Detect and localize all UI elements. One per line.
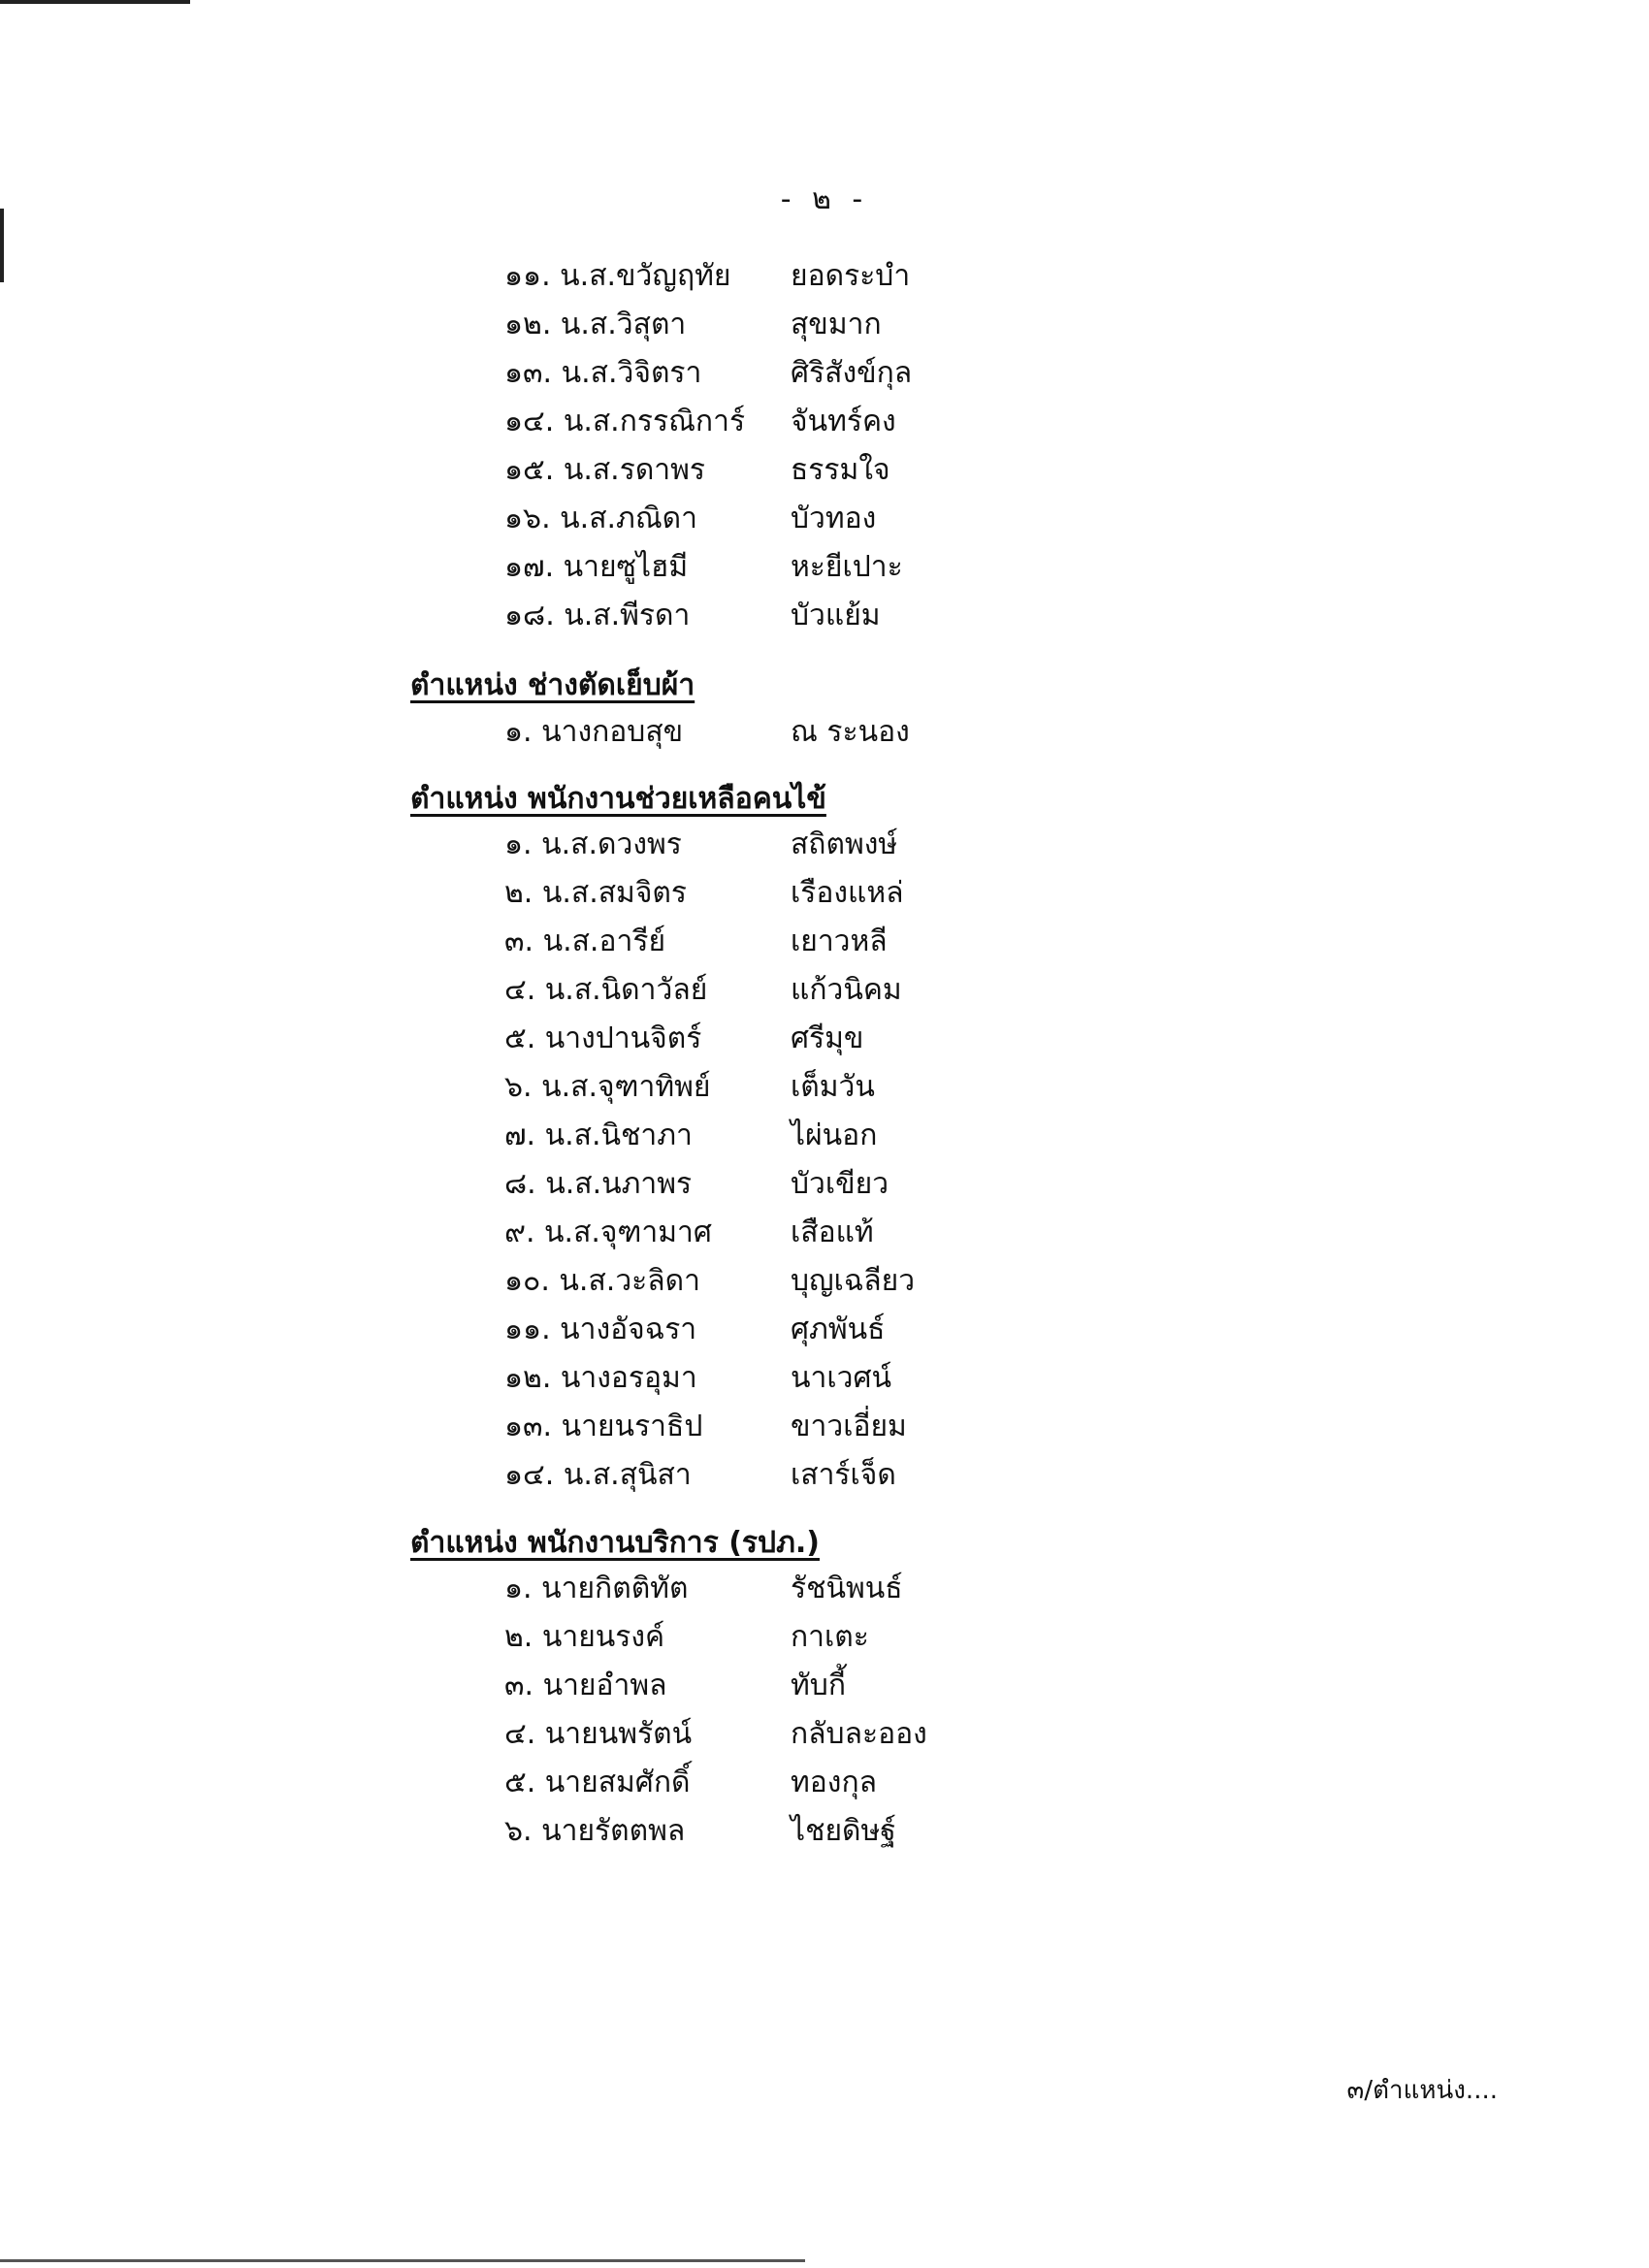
entry-name: ๑๐. น.ส.วะลิดา: [504, 1264, 700, 1298]
scan-mark-top: [0, 0, 190, 4]
entry-name: ๑๗. นายซูไฮมี: [504, 550, 689, 584]
entry-name: ๑๕. น.ส.รดาพร: [504, 453, 706, 487]
entry-name: ๖. น.ส.จุฑาทิพย์: [504, 1070, 711, 1104]
entry-surname: ทับกี้: [791, 1669, 846, 1702]
scan-mark-bottom: [0, 2259, 805, 2262]
entry-name: ๘. น.ส.นภาพร: [504, 1167, 693, 1201]
entry-name: ๑๑. นางอัจฉรา: [504, 1312, 697, 1346]
section-heading-patient-aide: ตำแหน่ง พนักงานช่วยเหลือคนไข้: [410, 782, 826, 816]
entry-name: ๙. น.ส.จุฑามาศ: [504, 1215, 712, 1249]
entry-name: ๒. น.ส.สมจิตร: [504, 876, 687, 910]
entry-surname: ณ ระนอง: [791, 715, 910, 749]
entry-name: ๑๓. น.ส.วิจิตรา: [504, 356, 702, 390]
entry-surname: ไชยดิษฐ์: [791, 1814, 896, 1848]
entry-name: ๑๘. น.ส.พีรดา: [504, 599, 691, 632]
entry-surname: เยาวหลี: [791, 924, 888, 958]
entry-name: ๔. น.ส.นิดาวัลย์: [504, 973, 708, 1007]
entry-name: ๓. น.ส.อารีย์: [504, 924, 666, 958]
entry-name: ๑๑. น.ส.ขวัญฤทัย: [504, 259, 731, 293]
entry-name: ๗. น.ส.นิชาภา: [504, 1118, 693, 1152]
entry-name: ๑. น.ส.ดวงพร: [504, 827, 682, 861]
entry-surname: บุญเฉลียว: [791, 1264, 916, 1298]
entry-name: ๑. นายกิตติทัต: [504, 1571, 689, 1605]
entry-name: ๑๒. น.ส.วิสุตา: [504, 308, 687, 341]
entry-surname: เสาร์เจ็ด: [791, 1458, 896, 1492]
entry-name: ๕. นางปานจิตร์: [504, 1021, 702, 1055]
entry-surname: ทองกุล: [791, 1766, 877, 1799]
entry-name: ๑๔. น.ส.สุนิสา: [504, 1458, 692, 1492]
entry-name: ๔. นายนพรัตน์: [504, 1717, 693, 1751]
entry-surname: ธรรมใจ: [791, 453, 890, 487]
entry-surname: ศิริสังข์กุล: [791, 356, 913, 390]
entry-surname: รัชนิพนธ์: [791, 1571, 903, 1605]
entry-name: ๑. นางกอบสุข: [504, 715, 684, 749]
entry-surname: แก้วนิคม: [791, 973, 902, 1007]
section-heading-tailor: ตำแหน่ง ช่างตัดเย็บผ้า: [410, 668, 695, 702]
entry-surname: กลับละออง: [791, 1717, 927, 1751]
entry-surname: ขาวเอี่ยม: [791, 1409, 907, 1443]
entry-surname: ศรีมุข: [791, 1021, 864, 1055]
entry-name: ๒. นายนรงค์: [504, 1620, 665, 1654]
entry-surname: บัวเขียว: [791, 1167, 889, 1201]
entry-surname: กาเตะ: [791, 1620, 869, 1654]
entry-name: ๑๖. น.ส.ภณิดา: [504, 502, 697, 535]
entry-surname: จันทร์คง: [791, 405, 896, 438]
entry-surname: หะยีเปาะ: [791, 550, 903, 584]
entry-surname: บัวทอง: [791, 502, 877, 535]
entry-surname: นาเวศน์: [791, 1361, 892, 1395]
entry-name: ๑๒. นางอรอุมา: [504, 1361, 697, 1395]
entry-surname: บัวแย้ม: [791, 599, 881, 632]
entry-name: ๖. นายรัตตพล: [504, 1814, 686, 1848]
continuation-note: ๓/ตำแหน่ง....: [1346, 2076, 1498, 2105]
entry-surname: สถิตพงษ์: [791, 827, 898, 861]
entry-name: ๑๔. น.ส.กรรณิการ์: [504, 405, 746, 438]
entry-name: ๓. นายอำพล: [504, 1669, 667, 1702]
section-heading-service: ตำแหน่ง พนักงานบริการ (รปภ.): [410, 1526, 820, 1560]
entry-name: ๑๓. นายนราธิป: [504, 1409, 703, 1443]
entry-surname: ศุภพันธ์: [791, 1312, 886, 1346]
entry-surname: เรืองแหล่: [791, 876, 904, 910]
entry-surname: ไผ่นอก: [791, 1118, 878, 1152]
entry-surname: เสือแท้: [791, 1215, 874, 1249]
entry-name: ๕. นายสมศักดิ์: [504, 1766, 691, 1799]
entry-surname: ยอดระบำ: [791, 259, 911, 293]
entry-surname: สุขมาก: [791, 308, 882, 341]
entry-surname: เต็มวัน: [791, 1070, 875, 1104]
page-number: - ๒ -: [780, 182, 869, 216]
